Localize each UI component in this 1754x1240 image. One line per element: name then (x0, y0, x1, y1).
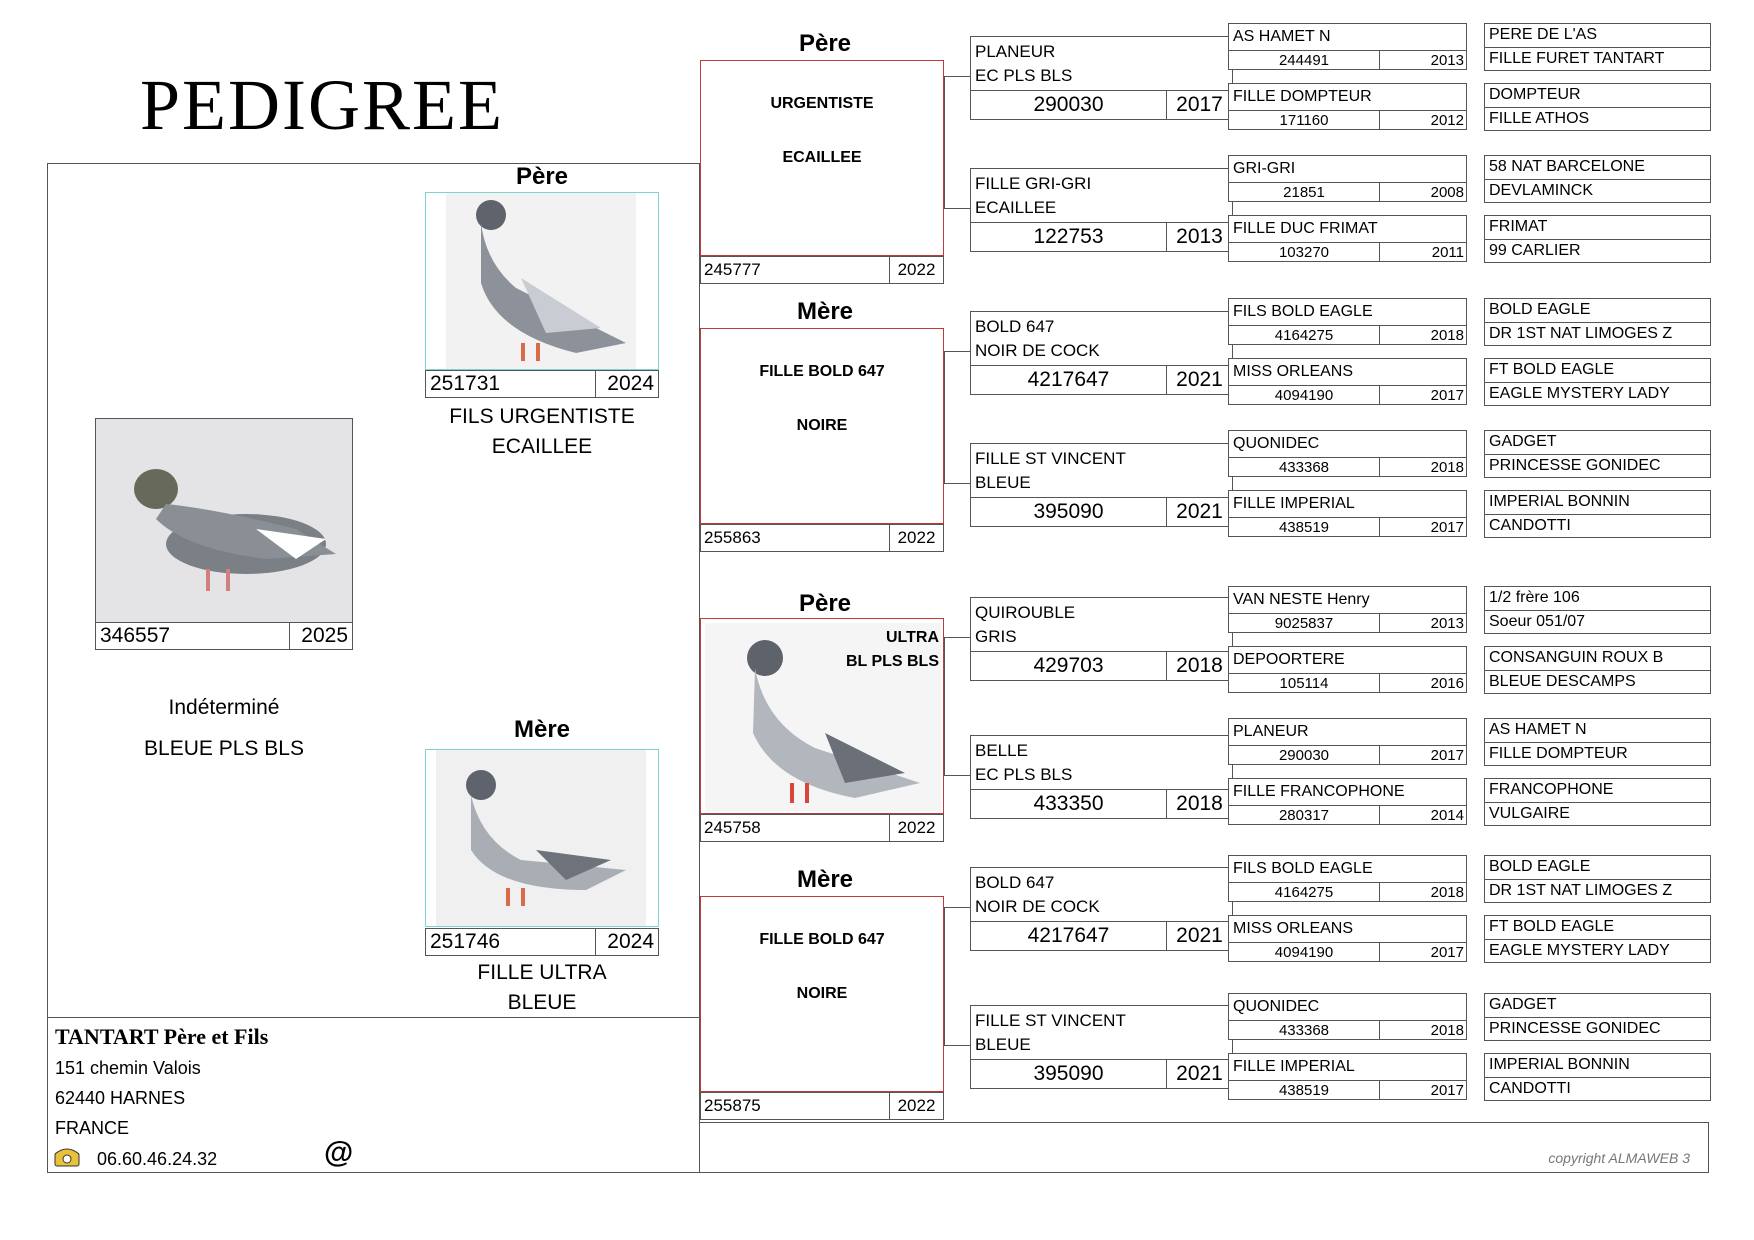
gen3-name: FILLE DUC FRIMAT (1233, 220, 1378, 237)
gen4-dam: FILLE ATHOS (1485, 107, 1710, 131)
gen3-ring-row (1229, 110, 1466, 129)
connector-line (944, 637, 970, 638)
subject-photo (95, 418, 353, 623)
subject-sex: Indéterminé (168, 696, 280, 719)
mother-year: 2024 (595, 929, 658, 955)
gen2-name: FILLE ST VINCENT (975, 1011, 1126, 1030)
gen3-year: 2012 (1379, 111, 1466, 129)
gen3-ring: 433368 (1278, 1022, 1330, 1039)
gen3-ring: 171160 (1279, 112, 1329, 129)
page-title: PEDIGREE (140, 65, 504, 145)
connector-line (944, 775, 970, 776)
gen4-sire: PERE DE L'AS (1489, 26, 1597, 43)
gen3-name: FILS BOLD EAGLE (1233, 303, 1373, 320)
gen2-ring: 395090 (1033, 500, 1104, 523)
gen3-name: FILLE DOMPTEUR (1233, 88, 1372, 105)
gen3-name: FILLE IMPERIAL (1233, 495, 1355, 512)
gen3-name: FILLE FRANCOPHONE (1233, 783, 1405, 800)
gen3-ring-row (1229, 385, 1466, 404)
gen3-ring-row (1229, 242, 1466, 261)
gen3-name: AS HAMET N (1233, 28, 1331, 45)
gen2-year: 2013 (1166, 223, 1232, 251)
gen2-name: BOLD 647 (975, 317, 1055, 336)
gen2-year: 2021 (1166, 1060, 1232, 1088)
gen4-dam: DEVLAMINCK (1485, 179, 1710, 203)
gen1-color: NOIRE (796, 417, 848, 434)
gen4-box (1484, 646, 1711, 694)
gen4-box (1484, 215, 1711, 263)
gen1-ring: 245777 (704, 260, 761, 279)
gen2-box (970, 443, 1233, 527)
gen3-name: DEPOORTERE (1233, 651, 1345, 668)
gen2-ring: 429703 (1033, 654, 1104, 677)
gen4-sire: BOLD EAGLE (1489, 858, 1591, 875)
gen1-label: Mère (796, 866, 854, 893)
gen2-ring: 395090 (1033, 1062, 1104, 1085)
father-label: Père (515, 163, 569, 190)
gen4-box (1484, 358, 1711, 406)
gen4-dam: EAGLE MYSTERY LADY (1485, 939, 1710, 963)
gen2-color: NOIR DE COCK (975, 897, 1100, 916)
copyright-text: copyright ALMAWEB 3 (1548, 1150, 1690, 1166)
gen3-ring-row (1229, 745, 1466, 764)
gen3-year: 2013 (1379, 614, 1466, 632)
gen2-name: BOLD 647 (975, 873, 1055, 892)
gen2-year: 2021 (1166, 922, 1232, 950)
gen1-color: NOIRE (796, 985, 848, 1002)
gen3-ring-row (1229, 50, 1466, 69)
gen2-year: 2021 (1166, 366, 1232, 394)
connector-line (944, 76, 970, 77)
gen1-ring: 255863 (704, 528, 761, 547)
gen3-year: 2017 (1379, 943, 1466, 961)
gen1-ring: 245758 (704, 818, 761, 837)
gen4-box (1484, 586, 1711, 634)
gen4-sire: FRIMAT (1489, 218, 1548, 235)
subject-color: BLEUE PLS BLS (144, 737, 304, 760)
gen3-ring: 103270 (1278, 244, 1330, 261)
gen4-sire: DOMPTEUR (1489, 86, 1581, 103)
gen3-ring-row (1229, 1080, 1466, 1099)
gen4-sire: FRANCOPHONE (1489, 781, 1614, 798)
gen2-ring-row (971, 789, 1232, 818)
gen3-box (1228, 298, 1467, 345)
gen3-box (1228, 646, 1467, 693)
gen2-ring-row (971, 497, 1232, 526)
gen3-year: 2017 (1379, 518, 1466, 536)
gen3-ring: 4094190 (1274, 944, 1334, 961)
gen3-year: 2011 (1379, 243, 1466, 261)
gen3-box (1228, 358, 1467, 405)
owner-country: FRANCE (55, 1118, 130, 1138)
gen1-ring: 255875 (704, 1096, 761, 1115)
gen3-ring: 438519 (1278, 1082, 1330, 1099)
gen3-ring-row (1229, 182, 1466, 201)
gen1-year: 2022 (889, 815, 943, 841)
gen3-year: 2013 (1379, 51, 1466, 69)
gen2-ring: 122753 (1033, 225, 1104, 248)
father-ring-row (425, 370, 659, 398)
connector-line (944, 351, 970, 352)
connector-line (944, 483, 970, 484)
gen1-year: 2022 (889, 1093, 943, 1119)
gen3-name: QUONIDEC (1233, 998, 1320, 1015)
gen2-name: BELLE (975, 741, 1028, 760)
father-ring: 251731 (430, 372, 501, 395)
gen2-name: PLANEUR (975, 42, 1056, 61)
father-name: FILS URGENTISTE (449, 405, 635, 428)
gen4-dam: EAGLE MYSTERY LADY (1485, 382, 1710, 406)
connector-line (944, 208, 970, 209)
gen2-color: BLEUE (975, 1035, 1031, 1054)
gen4-sire: FT BOLD EAGLE (1489, 918, 1615, 935)
gen3-ring-row (1229, 673, 1466, 692)
gen4-box (1484, 430, 1711, 478)
gen3-name: VAN NESTE Henry (1233, 591, 1370, 608)
gen1-box (700, 896, 944, 1092)
gen4-dam: CANDOTTI (1485, 1077, 1710, 1101)
gen4-sire: GADGET (1489, 433, 1557, 450)
gen4-dam: PRINCESSE GONIDEC (1485, 1017, 1710, 1041)
gen1-name: URGENTISTE (770, 95, 874, 112)
gen3-box (1228, 586, 1467, 633)
gen3-box (1228, 993, 1467, 1040)
gen1-ring-row (700, 524, 944, 552)
owner-city: 62440 HARNES (55, 1088, 186, 1108)
gen1-label: Père (798, 30, 852, 57)
gen4-sire: FT BOLD EAGLE (1489, 361, 1615, 378)
gen2-color: GRIS (975, 627, 1017, 646)
gen3-year: 2017 (1379, 1081, 1466, 1099)
gen1-color: ECAILLEE (782, 149, 862, 166)
gen1-ring-row (700, 256, 944, 284)
gen3-name: PLANEUR (1233, 723, 1309, 740)
gen2-name: FILLE GRI-GRI (975, 174, 1092, 193)
gen3-ring-row (1229, 1020, 1466, 1039)
gen4-box (1484, 1053, 1711, 1101)
connector-line (944, 907, 970, 908)
pigeon-photo-icon (426, 193, 658, 369)
telephone-icon (53, 1146, 81, 1168)
connector-line (944, 907, 945, 1045)
mother-ring-row (425, 928, 659, 956)
gen3-ring: 433368 (1278, 459, 1330, 476)
gen3-box (1228, 855, 1467, 902)
gen1-year: 2022 (889, 525, 943, 551)
gen2-ring: 4217647 (1027, 368, 1110, 391)
gen3-name: MISS ORLEANS (1233, 920, 1354, 937)
gen2-year: 2021 (1166, 498, 1232, 526)
gen3-box (1228, 23, 1467, 70)
gen2-box (970, 311, 1233, 395)
gen1-label: Mère (796, 298, 854, 325)
gen1-ring-row (700, 1092, 944, 1120)
gen4-dam: BLEUE DESCAMPS (1485, 670, 1710, 694)
gen3-name: MISS ORLEANS (1233, 363, 1354, 380)
gen4-box (1484, 778, 1711, 826)
father-photo (425, 192, 659, 370)
gen4-sire: 58 NAT BARCELONE (1489, 158, 1645, 175)
gen3-ring: 438519 (1278, 519, 1330, 536)
gen2-ring-row (971, 365, 1232, 394)
gen3-ring: 9025837 (1274, 615, 1334, 632)
gen3-year: 2016 (1379, 674, 1466, 692)
gen2-ring-row (971, 1059, 1232, 1088)
mother-name: FILLE ULTRA (477, 961, 607, 984)
gen3-box (1228, 83, 1467, 130)
subject-year: 2025 (289, 623, 352, 649)
gen4-box (1484, 83, 1711, 131)
gen3-name: QUONIDEC (1233, 435, 1320, 452)
gen3-box (1228, 718, 1467, 765)
gen2-year: 2017 (1166, 91, 1232, 119)
mother-color: BLEUE (507, 991, 577, 1014)
gen4-box (1484, 855, 1711, 903)
gen3-box (1228, 215, 1467, 262)
father-color: ECAILLEE (491, 435, 593, 458)
gen3-ring: 4164275 (1274, 327, 1334, 344)
gen4-box (1484, 298, 1711, 346)
gen2-color: NOIR DE COCK (975, 341, 1100, 360)
gen2-ring: 433350 (1033, 792, 1104, 815)
connector-line (944, 76, 945, 208)
gen2-year: 2018 (1166, 652, 1232, 680)
gen3-ring: 4164275 (1274, 884, 1334, 901)
gen2-ring-row (971, 90, 1232, 119)
gen2-box (970, 735, 1233, 819)
gen1-box (700, 618, 944, 814)
gen3-year: 2018 (1379, 326, 1466, 344)
gen2-ring-row (971, 651, 1232, 680)
gen3-ring: 105114 (1279, 675, 1329, 692)
gen1-box (700, 60, 944, 256)
gen1-box (700, 328, 944, 524)
gen2-color: BLEUE (975, 473, 1031, 492)
gen3-year: 2008 (1379, 183, 1466, 201)
connector-line (944, 351, 945, 483)
gen3-year: 2014 (1379, 806, 1466, 824)
gen4-dam: Soeur 051/07 (1485, 610, 1710, 634)
gen3-ring-row (1229, 942, 1466, 961)
gen4-dam: DR 1ST NAT LIMOGES Z (1485, 322, 1710, 346)
mother-label: Mère (513, 716, 571, 743)
gen2-color: ECAILLEE (975, 198, 1057, 217)
gen3-ring-row (1229, 325, 1466, 344)
subject-ring-row (95, 622, 353, 650)
gen2-box (970, 36, 1233, 120)
gen4-sire: 1/2 frère 106 (1489, 589, 1580, 606)
gen2-ring: 290030 (1033, 93, 1104, 116)
gen2-box (970, 867, 1233, 951)
gen3-year: 2017 (1379, 386, 1466, 404)
gen3-ring: 244491 (1278, 52, 1330, 69)
gen1-name: ULTRA (885, 629, 939, 646)
gen3-ring-row (1229, 457, 1466, 476)
gen3-ring-row (1229, 805, 1466, 824)
gen4-dam: FILLE FURET TANTART (1485, 47, 1710, 71)
gen3-ring: 290030 (1278, 747, 1330, 764)
pigeon-photo-icon (96, 419, 353, 623)
gen3-box (1228, 155, 1467, 202)
gen2-name: FILLE ST VINCENT (975, 449, 1126, 468)
connector-line (944, 637, 945, 775)
gen3-box (1228, 778, 1467, 825)
gen4-box (1484, 915, 1711, 963)
gen1-ring-row (700, 814, 944, 842)
gen1-color: BL PLS BLS (845, 653, 939, 670)
gen3-year: 2018 (1379, 883, 1466, 901)
owner-phone: 06.60.46.24.32 (97, 1149, 218, 1169)
gen4-dam: FILLE DOMPTEUR (1485, 742, 1710, 766)
subject-ring: 346557 (100, 624, 171, 647)
at-sign-icon[interactable]: @ (324, 1136, 354, 1169)
gen4-dam: DR 1ST NAT LIMOGES Z (1485, 879, 1710, 903)
gen4-box (1484, 490, 1711, 538)
gen3-ring: 21851 (1283, 184, 1325, 201)
gen1-name: FILLE BOLD 647 (759, 363, 885, 380)
gen3-ring: 4094190 (1274, 387, 1334, 404)
gen4-sire: CONSANGUIN ROUX B (1489, 649, 1664, 666)
gen2-year: 2018 (1166, 790, 1232, 818)
gen4-sire: IMPERIAL BONNIN (1489, 493, 1630, 510)
gen3-ring: 280317 (1278, 807, 1330, 824)
gen1-name: FILLE BOLD 647 (759, 931, 885, 948)
gen4-box (1484, 23, 1711, 71)
gen4-sire: GADGET (1489, 996, 1557, 1013)
gen3-box (1228, 915, 1467, 962)
gen2-box (970, 597, 1233, 681)
gen3-box (1228, 1053, 1467, 1100)
gen4-sire: BOLD EAGLE (1489, 301, 1591, 318)
pigeon-photo-icon (705, 623, 941, 816)
gen2-ring: 4217647 (1027, 924, 1110, 947)
gen2-ring-row (971, 921, 1232, 950)
gen4-box (1484, 993, 1711, 1041)
gen2-box (970, 168, 1233, 252)
gen3-ring-row (1229, 882, 1466, 901)
gen3-year: 2017 (1379, 746, 1466, 764)
mother-photo (425, 749, 659, 927)
gen2-color: EC PLS BLS (975, 765, 1073, 784)
gen3-name: FILS BOLD EAGLE (1233, 860, 1373, 877)
gen3-ring-row (1229, 613, 1466, 632)
gen4-dam: CANDOTTI (1485, 514, 1710, 538)
gen4-dam: 99 CARLIER (1485, 239, 1710, 263)
gen4-dam: VULGAIRE (1485, 802, 1710, 826)
gen4-box (1484, 718, 1711, 766)
gen1-year: 2022 (889, 257, 943, 283)
gen3-year: 2018 (1379, 458, 1466, 476)
gen4-box (1484, 155, 1711, 203)
owner-name: TANTART Père et Fils (55, 1024, 269, 1049)
connector-line (944, 1045, 970, 1046)
gen4-sire: IMPERIAL BONNIN (1489, 1056, 1630, 1073)
gen4-sire: AS HAMET N (1489, 721, 1587, 738)
gen3-ring-row (1229, 517, 1466, 536)
gen2-name: QUIROUBLE (975, 603, 1076, 622)
gen2-box (970, 1005, 1233, 1089)
gen2-color: EC PLS BLS (975, 66, 1073, 85)
gen3-box (1228, 430, 1467, 477)
gen3-name: GRI-GRI (1233, 160, 1296, 177)
mother-ring: 251746 (430, 930, 501, 953)
owner-street: 151 chemin Valois (55, 1058, 201, 1078)
gen4-dam: PRINCESSE GONIDEC (1485, 454, 1710, 478)
gen2-ring-row (971, 222, 1232, 251)
gen1-label: Père (798, 590, 852, 617)
father-year: 2024 (595, 371, 658, 397)
gen3-box (1228, 490, 1467, 537)
pigeon-photo-icon (426, 750, 658, 926)
gen3-name: FILLE IMPERIAL (1233, 1058, 1355, 1075)
gen3-year: 2018 (1379, 1021, 1466, 1039)
